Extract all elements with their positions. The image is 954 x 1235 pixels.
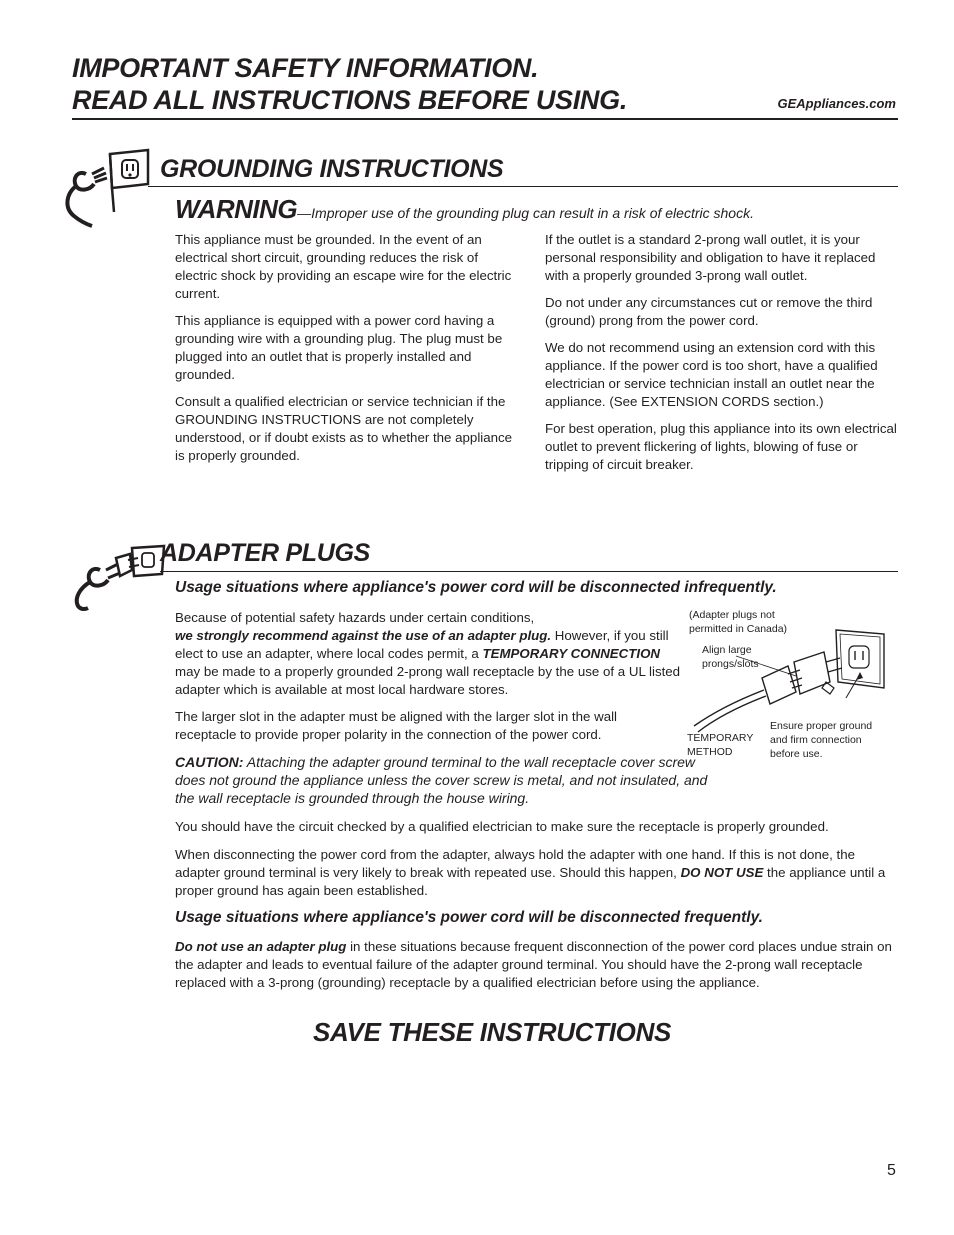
warning-word: WARNING bbox=[175, 194, 298, 224]
adapter-divider bbox=[160, 571, 898, 572]
text-emphasis: TEMPORARY CONNECTION bbox=[482, 646, 661, 661]
paragraph: For best operation, plug this appliance into its own electrical outlet to prevent flickering of lights, blowing of fuse or tripping of circuit breaker. bbox=[545, 421, 897, 472]
figure-label-line: prongs/slots bbox=[702, 658, 759, 670]
text: Because of potential safety hazards under certain conditions, bbox=[175, 610, 535, 625]
title-line-1: IMPORTANT SAFETY INFORMATION. bbox=[72, 53, 539, 83]
text: When disconnecting the power cord from the adapter, always hold the adapter with one hand. If this is not done, the adapter ground terminal is very likely to break with repeated use. Should this happen, bbox=[175, 847, 856, 880]
paragraph: The larger slot in the adapter must be aligned with the larger slot in the wall receptacle to provide proper polarity in the connection of the power cord. bbox=[175, 709, 617, 742]
grounding-title: GROUNDING INSTRUCTIONS bbox=[160, 155, 504, 183]
figure-note-line: (Adapter plugs not bbox=[689, 609, 775, 621]
adapter-title: ADAPTER PLUGS bbox=[160, 539, 371, 567]
paragraph: If the outlet is a standard 2-prong wall outlet, it is your personal responsibility and obligation to have it replaced with a properly grounded 3-prong wall outlet. bbox=[545, 232, 876, 283]
grounding-right-column bbox=[545, 231, 901, 483]
adapter-frequent-text bbox=[175, 938, 900, 992]
caution-text: Attaching the adapter ground terminal to the wall receptacle cover screw does not ground the appliance unless the cover screw is metal, and not insulated, and the wall receptacle is grounded through the house wiring. bbox=[175, 754, 708, 806]
adapter-intro bbox=[175, 609, 687, 699]
paragraph: You should have the circuit checked by a qualified electrician to make sure the receptacle is properly grounded. bbox=[175, 819, 829, 834]
figure-label-line: Ensure proper ground bbox=[770, 720, 873, 732]
warning-text: —Improper use of the grounding plug can result in a risk of electric shock. bbox=[297, 205, 754, 221]
text: in these situations because frequent disconnection of the power cord places undue strain on the adapter and leads to eventual failure of the adapter ground terminal. You should have the 2-prong wall receptacle replaced with a 3-prong (grounding) receptacle by a qualified electrician before using the appliance. bbox=[175, 939, 892, 990]
figure-temporary-label bbox=[687, 731, 753, 759]
warning-line bbox=[175, 194, 754, 225]
adapter-subheading-frequent: Usage situations where appliance's power cord will be disconnected frequently. bbox=[175, 909, 763, 926]
figure-label-line: METHOD bbox=[687, 746, 733, 758]
figure-label-line: and firm connection bbox=[770, 734, 862, 746]
text: the appliance until a proper ground has again been established. bbox=[175, 865, 886, 898]
adapter-plug-icon bbox=[70, 540, 168, 612]
save-instructions-heading: SAVE THESE INSTRUCTIONS bbox=[313, 1017, 672, 1047]
page-title bbox=[72, 52, 627, 116]
figure-label-line: Align large bbox=[702, 644, 752, 656]
caution-label: CAUTION: bbox=[175, 754, 244, 770]
page-number: 5 bbox=[887, 1162, 896, 1179]
text-emphasis: we strongly recommend against the use of an adapter plug. bbox=[175, 628, 552, 643]
title-line-2: READ ALL INSTRUCTIONS BEFORE USING. bbox=[72, 85, 628, 115]
paragraph: This appliance must be grounded. In the event of an electrical short circuit, grounding reduces the risk of electric shock by providing an escape wire for the electric current. bbox=[175, 232, 512, 301]
grounding-divider bbox=[148, 186, 898, 187]
adapter-circuit-check bbox=[175, 818, 895, 836]
text: However, if you still elect to use an adapter, where local codes permit, a bbox=[175, 628, 669, 661]
grounded-plug-outlet-icon bbox=[62, 146, 154, 230]
adapter-connection-illustration bbox=[688, 622, 893, 734]
adapter-caution bbox=[175, 753, 725, 807]
text-emphasis: Do not use an adapter plug bbox=[175, 939, 347, 954]
adapter-subheading-infrequent: Usage situations where appliance's power cord will be disconnected infrequently. bbox=[175, 579, 777, 596]
figure-label-line: before use. bbox=[770, 748, 823, 760]
grounding-left-column bbox=[175, 231, 520, 474]
paragraph: This appliance is equipped with a power cord having a grounding wire with a grounding plug. The plug must be plugged into an outlet that is properly installed and grounded. bbox=[175, 313, 503, 382]
paragraph: Consult a qualified electrician or service technician if the GROUNDING INSTRUCTIONS are not completely understood, or if doubt exists as to whether the appliance is properly grounded. bbox=[175, 394, 513, 463]
text-emphasis: DO NOT USE bbox=[680, 865, 764, 880]
text: may be made to a properly grounded 2-prong wall receptacle by the use of a UL listed adapter which is available at most local hardware stores. bbox=[175, 664, 681, 697]
paragraph: We do not recommend using an extension cord with this appliance. If the power cord is too short, have a qualified electrician or service technician install an outlet near the appliance. (See EXTENSION CORDS section.) bbox=[545, 340, 878, 409]
header-divider bbox=[72, 118, 898, 120]
figure-note-line: permitted in Canada) bbox=[689, 623, 788, 635]
website-link[interactable]: GEAppliances.com bbox=[777, 96, 896, 111]
paragraph: Do not under any circumstances cut or remove the third (ground) prong from the power cord. bbox=[545, 295, 873, 328]
adapter-disconnect bbox=[175, 846, 895, 900]
adapter-polarity bbox=[175, 708, 675, 744]
figure-label-line: TEMPORARY bbox=[687, 732, 754, 744]
